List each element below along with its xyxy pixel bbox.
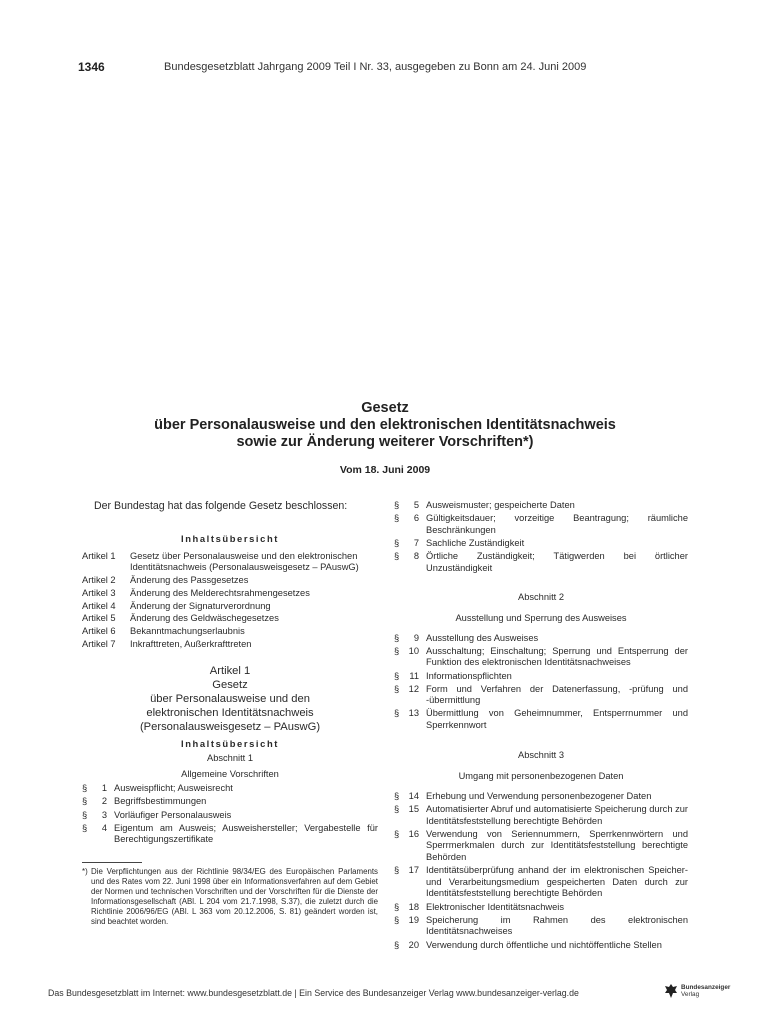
intro-text: Der Bundestag hat das folgende Gesetz beschlossen: — [94, 500, 348, 512]
toc-article-row — [82, 575, 378, 587]
article-number: Artikel 1 — [82, 550, 116, 561]
title-line-1: Gesetz — [361, 400, 409, 416]
section-title: Ausstellung des Ausweises — [426, 632, 539, 643]
abschnitt-3-label: Abschnitt 3 — [518, 749, 564, 760]
abschnitt-2-title: Ausstellung und Sperrung des Ausweises — [455, 612, 627, 623]
section-number: 2 — [101, 796, 107, 807]
toc-section-row — [394, 646, 688, 669]
toc-section-row — [394, 551, 688, 574]
section-title: Elektronischer Identitätsnachweis — [426, 901, 564, 912]
toc-section-row — [394, 513, 688, 536]
article-title: Inkrafttreten, Außerkrafttreten — [130, 638, 252, 649]
section-symbol: § — [394, 500, 400, 510]
section-title: Verwendung durch öffentliche und nichtöffentliche Stellen — [426, 939, 662, 950]
right-column — [394, 500, 688, 953]
section-number: 12 — [408, 683, 419, 694]
section-number: 15 — [408, 804, 419, 815]
section-title: Identitätsüberprüfung anhand der im elektronischen Speicher- und Verarbeitungsmedium gespeicherten Daten durch zur Identitätsfeststellung berechtigte Behörden — [426, 865, 688, 899]
section-symbol: § — [394, 632, 400, 643]
law-date: Vom 18. Juni 2009 — [339, 464, 431, 476]
section-symbol: § — [394, 551, 400, 562]
logo-line-2: Verlag — [681, 991, 700, 998]
toc-section-row — [394, 865, 688, 900]
article-1-title-2: über Personalausweise und den — [150, 693, 310, 706]
section-symbol: § — [394, 865, 400, 876]
section-symbol: § — [82, 783, 88, 794]
toc-section-row — [82, 796, 378, 808]
toc-article-row — [82, 601, 378, 613]
article-number: Artikel 5 — [82, 613, 116, 624]
section-symbol: § — [394, 683, 400, 694]
section-number: 1 — [101, 783, 107, 794]
section-title: Ausweismuster; gespeicherte Daten — [426, 500, 575, 510]
section-title: Gültigkeitsdauer; vorzeitige Beantragung; räumliche Beschränkungen — [426, 513, 688, 535]
section-number: 10 — [408, 645, 419, 656]
section-number: 18 — [408, 901, 419, 912]
section-symbol: § — [394, 804, 400, 815]
section-symbol: § — [82, 809, 88, 820]
section-title: Form und Verfahren der Datenerfassung, -prüfung und -übermittlung — [426, 683, 688, 706]
section-symbol: § — [394, 914, 400, 925]
toc-section-row — [394, 633, 688, 645]
section-title: Informationspflichten — [426, 670, 512, 681]
toc-section-row — [394, 684, 688, 707]
logo-line-1: Bundesanzeiger — [681, 984, 731, 991]
left-column — [82, 500, 378, 927]
law-title — [0, 400, 770, 476]
section-symbol: § — [394, 670, 400, 681]
section-title: Ausschaltung; Einschaltung; Sperrung und Entsperrung der Funktion des elektronischen Identitätsnachweises — [426, 645, 688, 668]
article-title: Änderung des Passgesetzes — [130, 574, 249, 585]
article-title: Änderung der Signaturverordnung — [130, 600, 271, 611]
toc-section-row — [82, 783, 378, 795]
section-title: Örtliche Zuständigkeit; Tätigwerden bei örtlicher Unzuständigkeit — [426, 551, 688, 573]
abschnitt-1-label: Abschnitt 1 — [207, 753, 253, 764]
section-title: Automatisierter Abruf und automatisierte Speicherung durch zur Identitätsfeststellung berechtigte Behörden — [426, 804, 689, 826]
article-title: Änderung des Geldwäschegesetzes — [130, 613, 279, 624]
section-number: 17 — [408, 865, 419, 876]
left-sections-list — [82, 783, 378, 846]
toc-section-row — [394, 915, 688, 938]
title-line-2: über Personalausweise und den elektronischen Identitätsnachweis — [154, 417, 616, 433]
toc-article-row — [82, 551, 378, 574]
footer-text: Das Bundesgesetzblatt im Internet: www.bundesgesetzblatt.de | Ein Service des Bundesanzeiger Verlag www.bundesanzeiger-verlag.de — [48, 988, 579, 998]
toc-section-row — [82, 823, 378, 846]
article-1-title-4: (Personalausweisgesetz – PAuswG) — [139, 721, 321, 734]
section-title: Sachliche Zuständigkeit — [426, 537, 525, 548]
right-sections-a — [394, 500, 688, 574]
article-title: Änderung des Melderechtsrahmengesetzes — [130, 587, 310, 598]
section-number: 14 — [408, 790, 419, 801]
section-symbol: § — [394, 645, 400, 656]
section-symbol: § — [394, 939, 400, 950]
section-number: 4 — [101, 822, 107, 833]
toc-section-row — [394, 708, 688, 731]
article-number: Artikel 7 — [82, 638, 116, 649]
toc-section-row — [394, 829, 688, 864]
footnote-rule — [82, 862, 142, 863]
toc-section-row — [394, 902, 688, 914]
section-symbol: § — [394, 708, 400, 719]
section-title: Eigentum am Ausweis; Ausweishersteller; Vergabestelle für Berechtigungszertifikate — [114, 822, 378, 845]
articles-list — [82, 551, 378, 651]
toc-article-row — [82, 639, 378, 651]
section-title: Vorläufiger Personalausweis — [114, 809, 232, 820]
section-symbol: § — [82, 822, 88, 833]
section-title: Speicherung im Rahmen des elektronischen Identitätsnachweises — [426, 914, 688, 937]
section-title: Ausweispflicht; Ausweisrecht — [114, 783, 233, 794]
toc-section-row — [394, 804, 688, 827]
abschnitt-3-title: Umgang mit personenbezogenen Daten — [458, 771, 624, 782]
toc-section-row — [394, 500, 688, 512]
article-title: Gesetz über Personalausweise und den elektronischen Identitätsnachweis (Personalausweisgesetz – PAuswG) — [130, 550, 359, 573]
section-number: 16 — [408, 828, 419, 839]
section-title: Verwendung von Seriennummern, Sperrkennwörtern und Sperrmerkmalen durch zur Identitätsfeststellung berechtigte Behörden — [426, 828, 688, 862]
footnote-mark: *) — [82, 867, 88, 876]
section-symbol: § — [394, 513, 400, 524]
article-number: Artikel 3 — [82, 587, 116, 598]
right-sections-c — [394, 791, 688, 951]
abschnitt-2-label: Abschnitt 2 — [518, 592, 564, 603]
article-number: Artikel 6 — [82, 626, 116, 637]
article-1-title-3: elektronischen Identitätsnachweis — [146, 707, 314, 720]
section-symbol: § — [394, 537, 400, 548]
article-1-title-1: Gesetz — [212, 679, 248, 692]
abschnitt-1-title: Allgemeine Vorschriften — [181, 768, 279, 779]
section-number: 6 — [413, 513, 419, 524]
toc-article-row — [82, 626, 378, 638]
section-number: 7 — [413, 537, 419, 548]
section-number: 3 — [101, 809, 107, 820]
page-number: 1346 — [78, 60, 105, 74]
toc-article-row — [82, 613, 378, 625]
section-number: 19 — [408, 914, 419, 925]
section-title: Übermittlung von Geheimnummer, Entsperrnummer und Sperrkennwort — [426, 708, 688, 731]
running-head: Bundesgesetzblatt Jahrgang 2009 Teil I Nr. 33, ausgegeben zu Bonn am 24. Juni 2009 — [164, 61, 587, 73]
toc-section-row — [394, 940, 688, 952]
toc-article-row — [82, 588, 378, 600]
toc-section-row — [394, 791, 688, 803]
logo-text — [681, 984, 730, 998]
section-title: Begriffsbestimmungen — [114, 796, 207, 807]
section-symbol: § — [394, 790, 400, 801]
section-symbol: § — [82, 796, 88, 807]
article-1-heading — [82, 664, 378, 734]
toc-heading: Inhaltsübersicht — [180, 533, 279, 544]
section-symbol: § — [394, 901, 400, 912]
section-number: 9 — [413, 632, 419, 643]
section-number: 11 — [409, 670, 419, 681]
section-title: Erhebung und Verwendung personenbezogener Daten — [426, 790, 652, 801]
article-1-label: Artikel 1 — [209, 665, 251, 678]
toc-section-row — [82, 810, 378, 822]
article-title: Bekanntmachungserlaubnis — [130, 626, 245, 637]
toc-section-row — [394, 671, 688, 683]
section-number: 8 — [413, 551, 419, 562]
article-number: Artikel 2 — [82, 574, 116, 585]
section-number: 20 — [408, 939, 419, 950]
section-symbol: § — [394, 828, 400, 839]
section-number: 13 — [408, 708, 419, 719]
eagle-icon — [664, 983, 678, 999]
toc-section-row — [394, 538, 688, 550]
section-number: 5 — [413, 500, 419, 510]
article-number: Artikel 4 — [82, 600, 116, 611]
footnote-text: Die Verpflichtungen aus der Richtlinie 98/34/EG des Europäischen Parlaments und des Rates vom 22. Juni 1998 über ein Informationsverfahren auf dem Gebiet der Normen und technischen Vorschriften und der Vorschriften für die Dienste der Informationsgesellschaft (ABl. L 204 vom 21.7.1998, S.37), die zuletzt durch die Richtlinie 2006/96/EG (ABl. L 363 vom 20.12.2006, S. 81) geändert worden ist, sind beachtet worden. — [91, 867, 378, 926]
publisher-logo — [664, 983, 730, 999]
footnote — [82, 867, 378, 927]
right-sections-b — [394, 633, 688, 732]
title-line-3: sowie zur Änderung weiterer Vorschriften*) — [236, 434, 534, 450]
toc2-heading: Inhaltsübersicht — [180, 738, 279, 750]
